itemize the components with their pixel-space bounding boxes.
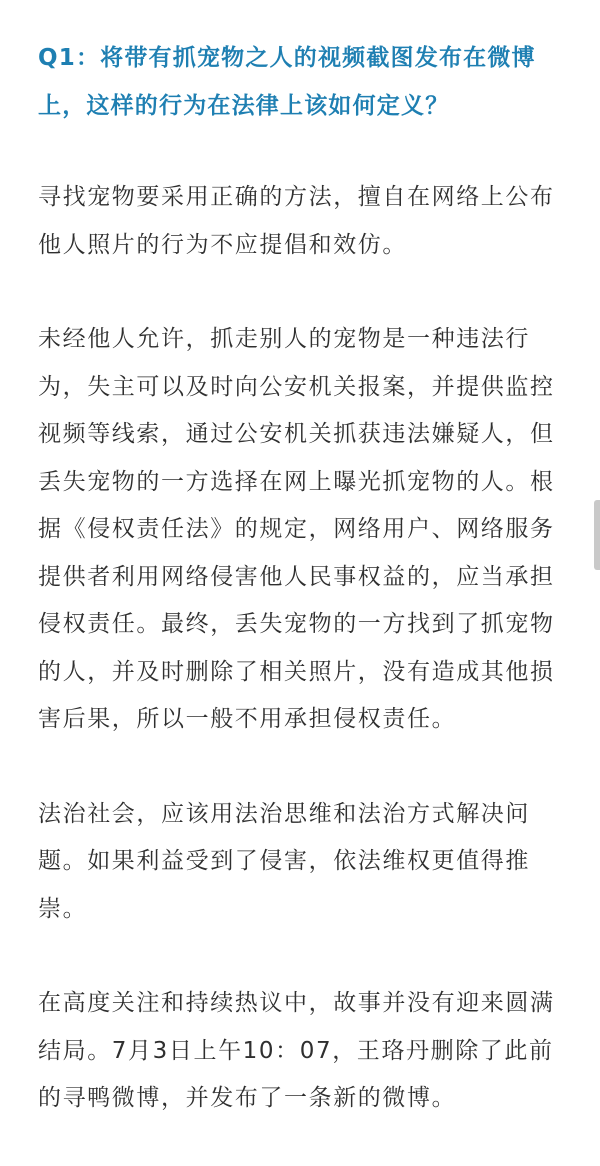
spacer [38, 130, 568, 174]
paragraph-3: 法治社会，应该用法治思维和法治方式解决问题。如果利益受到了侵害，依法维权更值得推崇。 [38, 800, 530, 922]
paragraph-4: 在高度关注和持续热议中，故事并没有迎来圆满结局。7月3日上午10：07，王珞丹删除了此前的寻鸭微博，并发布了一条新的微博。 [38, 990, 555, 1111]
paragraph-1: 寻找宠物要采用正确的方法，擅自在网络上公布他人照片的行为不应提倡和效仿。 [38, 184, 555, 258]
spacer [38, 269, 568, 316]
scrollbar-thumb[interactable] [594, 500, 600, 570]
question-heading: Q1：将带有抓宠物之人的视频截图发布在微博上，这样的行为在法律上该如何定义？ [38, 45, 536, 119]
spacer [38, 933, 568, 980]
paragraph-2: 未经他人允许，抓走别人的宠物是一种违法行为，失主可以及时向公安机关报案，并提供监控视频等线索，通过公安机关抓获违法嫌疑人，但丢失宠物的一方选择在网上曝光抓宠物的人。根据《侵权责任法》的规定，网络用户、网络服务提供者利用网络侵害他人民事权益的，应当承担侵权责任。最终，丢失宠物的一方找到了抓宠物的人，并及时删除了相关照片，没有造成其他损害后果，所以一般不用承担侵权责任。 [38, 326, 555, 732]
spacer [38, 744, 568, 791]
article-body [38, 34, 568, 1123]
